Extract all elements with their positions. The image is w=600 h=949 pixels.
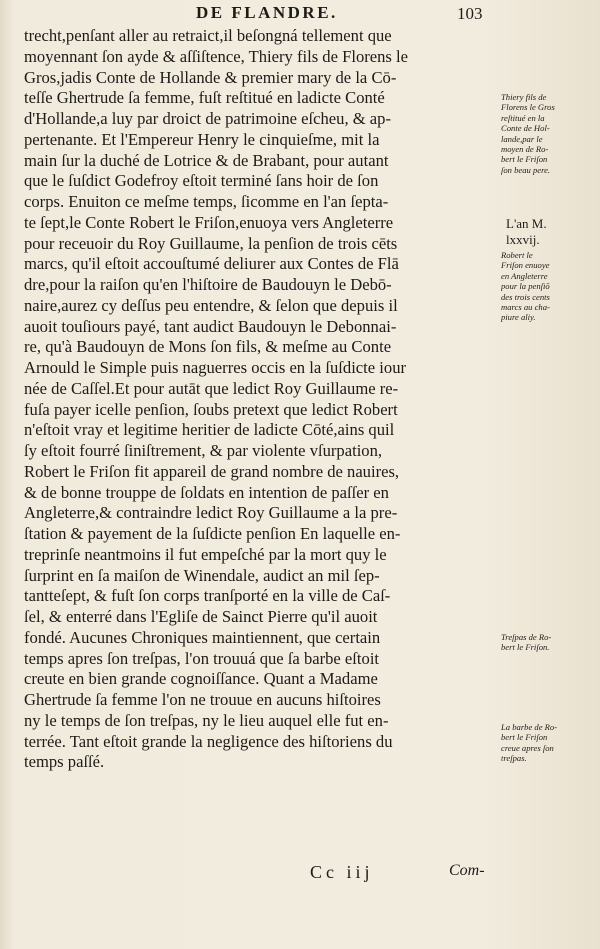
text-line: pertenante. Et l'Empereur Henry le cinquieſme, mit la	[24, 129, 380, 149]
text-line: Robert le Friſon fit appareil de grand nombre de nauires,	[24, 461, 400, 481]
text-line: temps paſſé.	[24, 752, 105, 772]
text-line: terrée. Tant eſtoit grande la negligence des hiſtoriens du	[24, 731, 393, 751]
text-line: que le ſuſdict Godefroy eſtoit terminé ſans hoir de ſon	[24, 171, 379, 191]
text-line: ſtation & payement de la ſuſdicte penſion En laquelle en-	[24, 524, 401, 543]
margin-note-line: Robert le	[501, 250, 533, 260]
text-line: Arnould le Simple puis naguerres occis en la ſuſdicte iour	[24, 358, 407, 377]
text-line: creute en bien grande cognoiſſance. Quant a Madame	[24, 669, 378, 689]
margin-note-thiery	[501, 92, 587, 175]
signature-mark: Cc iij	[310, 862, 374, 882]
margin-note-line: bert le Friſon.	[501, 642, 550, 653]
text-line: tantteſept, & fuſt ſon corps tranſporté en la ville de Caſ-	[24, 586, 391, 606]
margin-note-line: bert le Friſon	[501, 154, 548, 165]
text-line: Ghertrude ſa femme l'on ne trouue en aucuns hiſtoires	[24, 690, 381, 709]
margin-note-line: moyen de Ro-	[501, 144, 549, 155]
text-line: temps apres ſon treſpas, l'on trouuá que ſa barbe eſtoit	[24, 648, 380, 668]
margin-note-death	[501, 632, 587, 653]
text-line: marcs, qu'il eſtoit accouſtumé deliurer aux Contes de Flā	[24, 254, 399, 274]
main-text-block	[24, 26, 502, 773]
text-line: n'eſtoit vray et legitime heritier de ladicte Cōté,ains quil	[24, 420, 395, 440]
margin-note-line: bert le Friſon	[501, 732, 548, 743]
text-line: re, qu'à Baudouyn de Mons ſon fils, & meſme au Conte	[24, 337, 392, 357]
text-line: Gros,jadis Conte de Hollande & premier mary de la Cō-	[24, 67, 397, 87]
running-head: DE FLANDRE.	[196, 3, 338, 22]
text-line: main ſur la duché de Lotrice & de Brabant, pour autant	[24, 150, 389, 170]
margin-note-line: ſon beau pere.	[501, 164, 551, 175]
margin-note-line: des trois cents	[501, 291, 550, 302]
text-line: teſſe Ghertrude ſa femme, fuſt reſtitué en ladicte Conté	[24, 88, 385, 108]
text-line: pour receuoir du Roy Guillaume, la penſion de trois cēts	[24, 233, 398, 253]
margin-note-line: Conte de Hol-	[501, 123, 550, 134]
text-line: ſy eſtoit fourré ſiniſtrement, & par violente vſurpation,	[24, 441, 383, 460]
margin-note-line: piure aliy.	[501, 312, 536, 323]
text-line: née de Caſſel.Et pour autāt que ledict Roy Guillaume re-	[24, 378, 399, 398]
margin-note-line: creue apres ſon	[501, 742, 554, 753]
catchword: Com-	[449, 862, 485, 879]
year-line: L'an M.	[506, 216, 547, 231]
text-line: ny le temps de ſon treſpas, ny le lieu auquel elle fut en-	[24, 710, 389, 730]
text-line: moyennant ſon ayde & aſſiſtence, Thiery fils de Florens le	[24, 46, 409, 66]
text-line: Angleterre,& contraindre ledict Roy Guillaume a la pre-	[24, 503, 398, 523]
text-line: ſurprint en ſa maiſon de Winendale, audict an mil ſep-	[24, 565, 380, 585]
margin-note-line: Friſon enuoye	[501, 260, 550, 271]
page-footer	[0, 862, 600, 892]
margin-note-line: lande,par le	[501, 133, 543, 144]
margin-note-line: pour la penſiō	[501, 281, 550, 292]
margin-note-beard	[501, 722, 587, 764]
margin-note-line: reſtitué en la	[501, 112, 545, 123]
text-line: te ſept,le Conte Robert le Friſon,enuoya vers Angleterre	[24, 212, 394, 232]
margin-note-line: treſpas.	[501, 753, 527, 764]
margin-note-line: Treſpas de Ro-	[501, 632, 552, 642]
text-line: ſel, & enterré dans l'Egliſe de Sainct Pierre qu'il auoit	[24, 607, 378, 626]
year-line: lxxvij.	[506, 232, 540, 247]
margin-note-robert	[501, 250, 587, 323]
text-line: & de bonne trouppe de ſoldats en intention de paſſer en	[24, 482, 389, 502]
text-line: d'Hollande,a luy par droict de patrimoine eſcheu, & ap-	[24, 109, 391, 128]
text-line: trecht,penſant aller au retraict,il beſongná tellement que	[24, 26, 392, 45]
text-line: treprinſe neantmoins il fut empeſché par la mort quy le	[24, 544, 387, 564]
page-number: 103	[457, 4, 483, 23]
margin-note-line: Florens le Gros	[501, 102, 555, 113]
margin-note-line: en Angleterre	[501, 270, 548, 281]
text-line: dre,pour la raiſon qu'en l'hiſtoire de Baudouyn le Debō-	[24, 275, 392, 294]
text-line: fuſa payer icelle penſion, ſoubs pretext que ledict Robert	[24, 399, 398, 419]
text-line: corps. Enuiton ce meſme temps, ſicomme en l'an ſepta-	[24, 192, 389, 211]
margin-note-line: marcs au cha-	[501, 302, 550, 313]
margin-note-line: Thiery fils de	[501, 92, 547, 102]
text-line: fondé. Aucunes Chroniques maintiennent, que certain	[24, 627, 381, 647]
text-line: auoit touſiours payé, tant audict Baudouyn le Debonnai-	[24, 316, 397, 336]
text-line: naire,aurez cy deſſus peu entendre, & ſelon que depuis il	[24, 295, 398, 315]
margin-note-line: La barbe de Ro-	[501, 722, 558, 732]
margin-year-note	[506, 216, 592, 248]
